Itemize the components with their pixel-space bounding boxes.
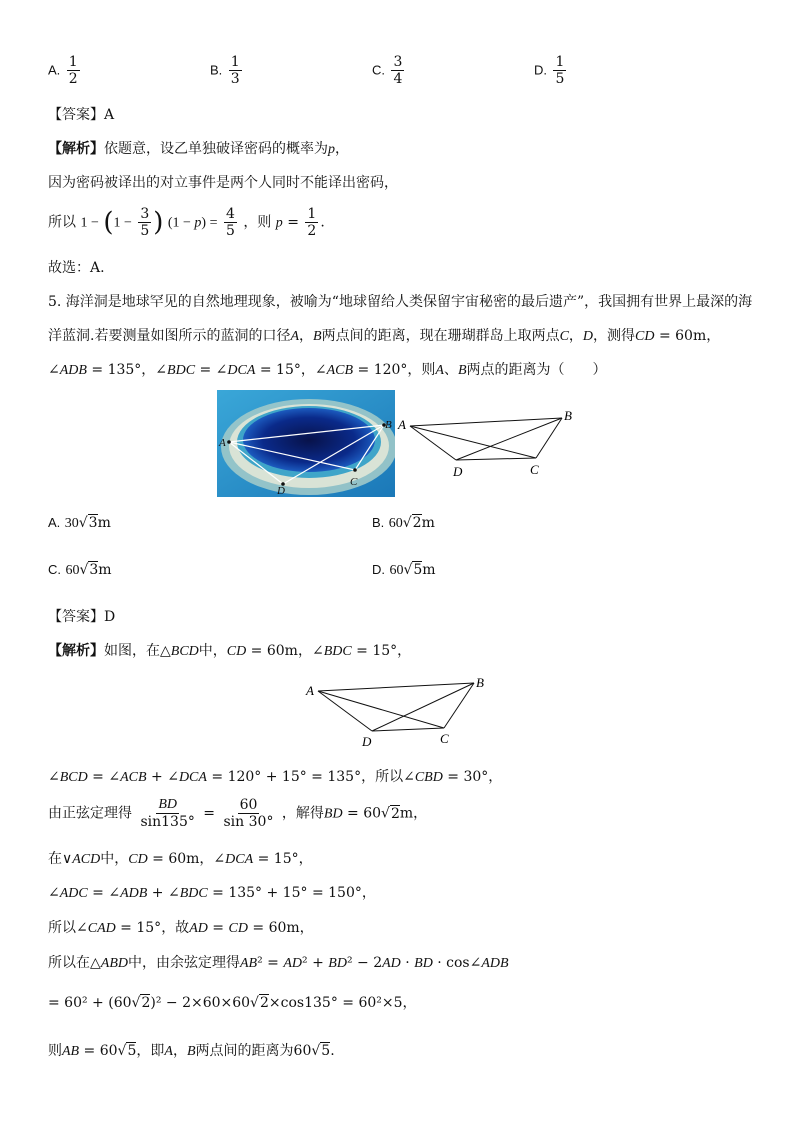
label-c: C <box>440 731 449 746</box>
blue-hole-image <box>217 390 395 497</box>
q4-analysis-line-2: 因为密码被译出的对立事件是两个人同时不能译出密码， <box>48 175 398 191</box>
label-d: D <box>362 734 372 749</box>
q5-stem-line-2: 洋蓝洞.若要测量如图所示的蓝洞的口径A，B两点间的距离，现在珊瑚群岛上取两点C，D，测得CD = 60m， <box>48 328 721 344</box>
photo-label-b: B <box>385 419 392 431</box>
q4-conclusion: 故选：A. <box>48 260 105 276</box>
quadrilateral-figure <box>396 402 586 482</box>
q5-stem-line-3: ∠ADB = 135°，∠BDC = ∠DCA = 15°，∠ACB = 120°，则A、B两点的距离为（ ） <box>48 362 607 378</box>
q5-answer: 【答案】D <box>48 609 116 625</box>
q5-analysis-line-6: ∠ADC = ∠ADB + ∠BDC = 135° + 15° = 150°， <box>48 885 376 901</box>
q5-option-d: D. 60√5m <box>372 562 436 578</box>
q5-analysis-line-5: 在∨ACD中，CD = 60m，∠DCA = 15°， <box>48 851 313 867</box>
q5-option-b: B. 60√2m <box>372 515 435 531</box>
fraction: $\frac{1}{2}$ <box>68 54 78 88</box>
q4-option-d: D. $\frac{1}{5}$ <box>534 54 565 88</box>
q4-analysis-line-3: 所以 1 − (1 − $\frac{3}{5}$ ) (1 − p) = $\frac{4}{5}$ ，则 p = $\frac{1}{2}$ . <box>48 206 325 240</box>
quadrilateral-figure-2 <box>304 674 494 754</box>
triangle-diagram-2 <box>304 674 494 754</box>
photo-label-a: A <box>219 437 226 449</box>
q5-analysis-line-7: 所以∠CAD = 15°，故AD = CD = 60m， <box>48 920 314 936</box>
blue-hole-photo <box>217 390 395 497</box>
q5-analysis-line-4: 由正弦定理得 $\frac{BD}{\sin 135^\circ}$ = $\frac{60}{\sin 30^\circ}$ ，解得BD = 60√2m， <box>48 797 428 831</box>
q5-option-a: A. 30√3m <box>48 515 111 531</box>
q4-option-b: B. $\frac{1}{3}$ <box>210 54 240 88</box>
label-c: C <box>530 462 539 477</box>
q5-stem-line-1: 5. 海洋洞是地球罕见的自然地理现象，被喻为“地球留给人类保留宇宙秘密的最后遗产”，我国拥有世界上最深的海 <box>48 294 753 310</box>
label-b: B <box>476 675 484 690</box>
label-d: D <box>453 464 463 479</box>
label-a: A <box>306 683 314 698</box>
fraction: $\frac{1}{3}$ <box>230 54 240 88</box>
q5-analysis-line-8: 所以在△ABD中，由余弦定理得AB² = AD² + BD² − 2AD · BD · cos∠ADB <box>48 955 509 971</box>
q5-analysis-line-1: 【解析】如图，在△BCD中，CD = 60m，∠BDC = 15°， <box>48 643 412 659</box>
label-a: A <box>398 417 406 432</box>
q4-option-c: C. $\frac{3}{4}$ <box>372 54 403 88</box>
label-b: B <box>564 408 572 423</box>
q4-answer: 【答案】A <box>48 107 115 123</box>
photo-label-c: C <box>350 476 358 488</box>
fraction: $\frac{1}{5}$ <box>555 54 565 88</box>
q4-analysis-line-1: 【解析】依题意，设乙单独破译密码的概率为p， <box>48 141 349 157</box>
q5-analysis-line-9: = 60² + (60√2)² − 2×60×60√2×cos135° = 60²×5， <box>48 995 417 1011</box>
photo-label-d: D <box>277 485 285 497</box>
q5-option-c: C. 60√3m <box>48 562 112 578</box>
q4-option-a: A. $\frac{1}{2}$ <box>48 54 78 88</box>
q5-analysis-line-10: 则AB = 60√5，即A，B两点间的距离为60√5. <box>48 1043 335 1059</box>
fraction: $\frac{3}{4}$ <box>393 54 403 88</box>
triangle-diagram-1 <box>396 402 586 482</box>
q5-analysis-line-3: ∠BCD = ∠ACB + ∠DCA = 120° + 15° = 135°，所以∠CBD = 30°， <box>48 769 503 785</box>
